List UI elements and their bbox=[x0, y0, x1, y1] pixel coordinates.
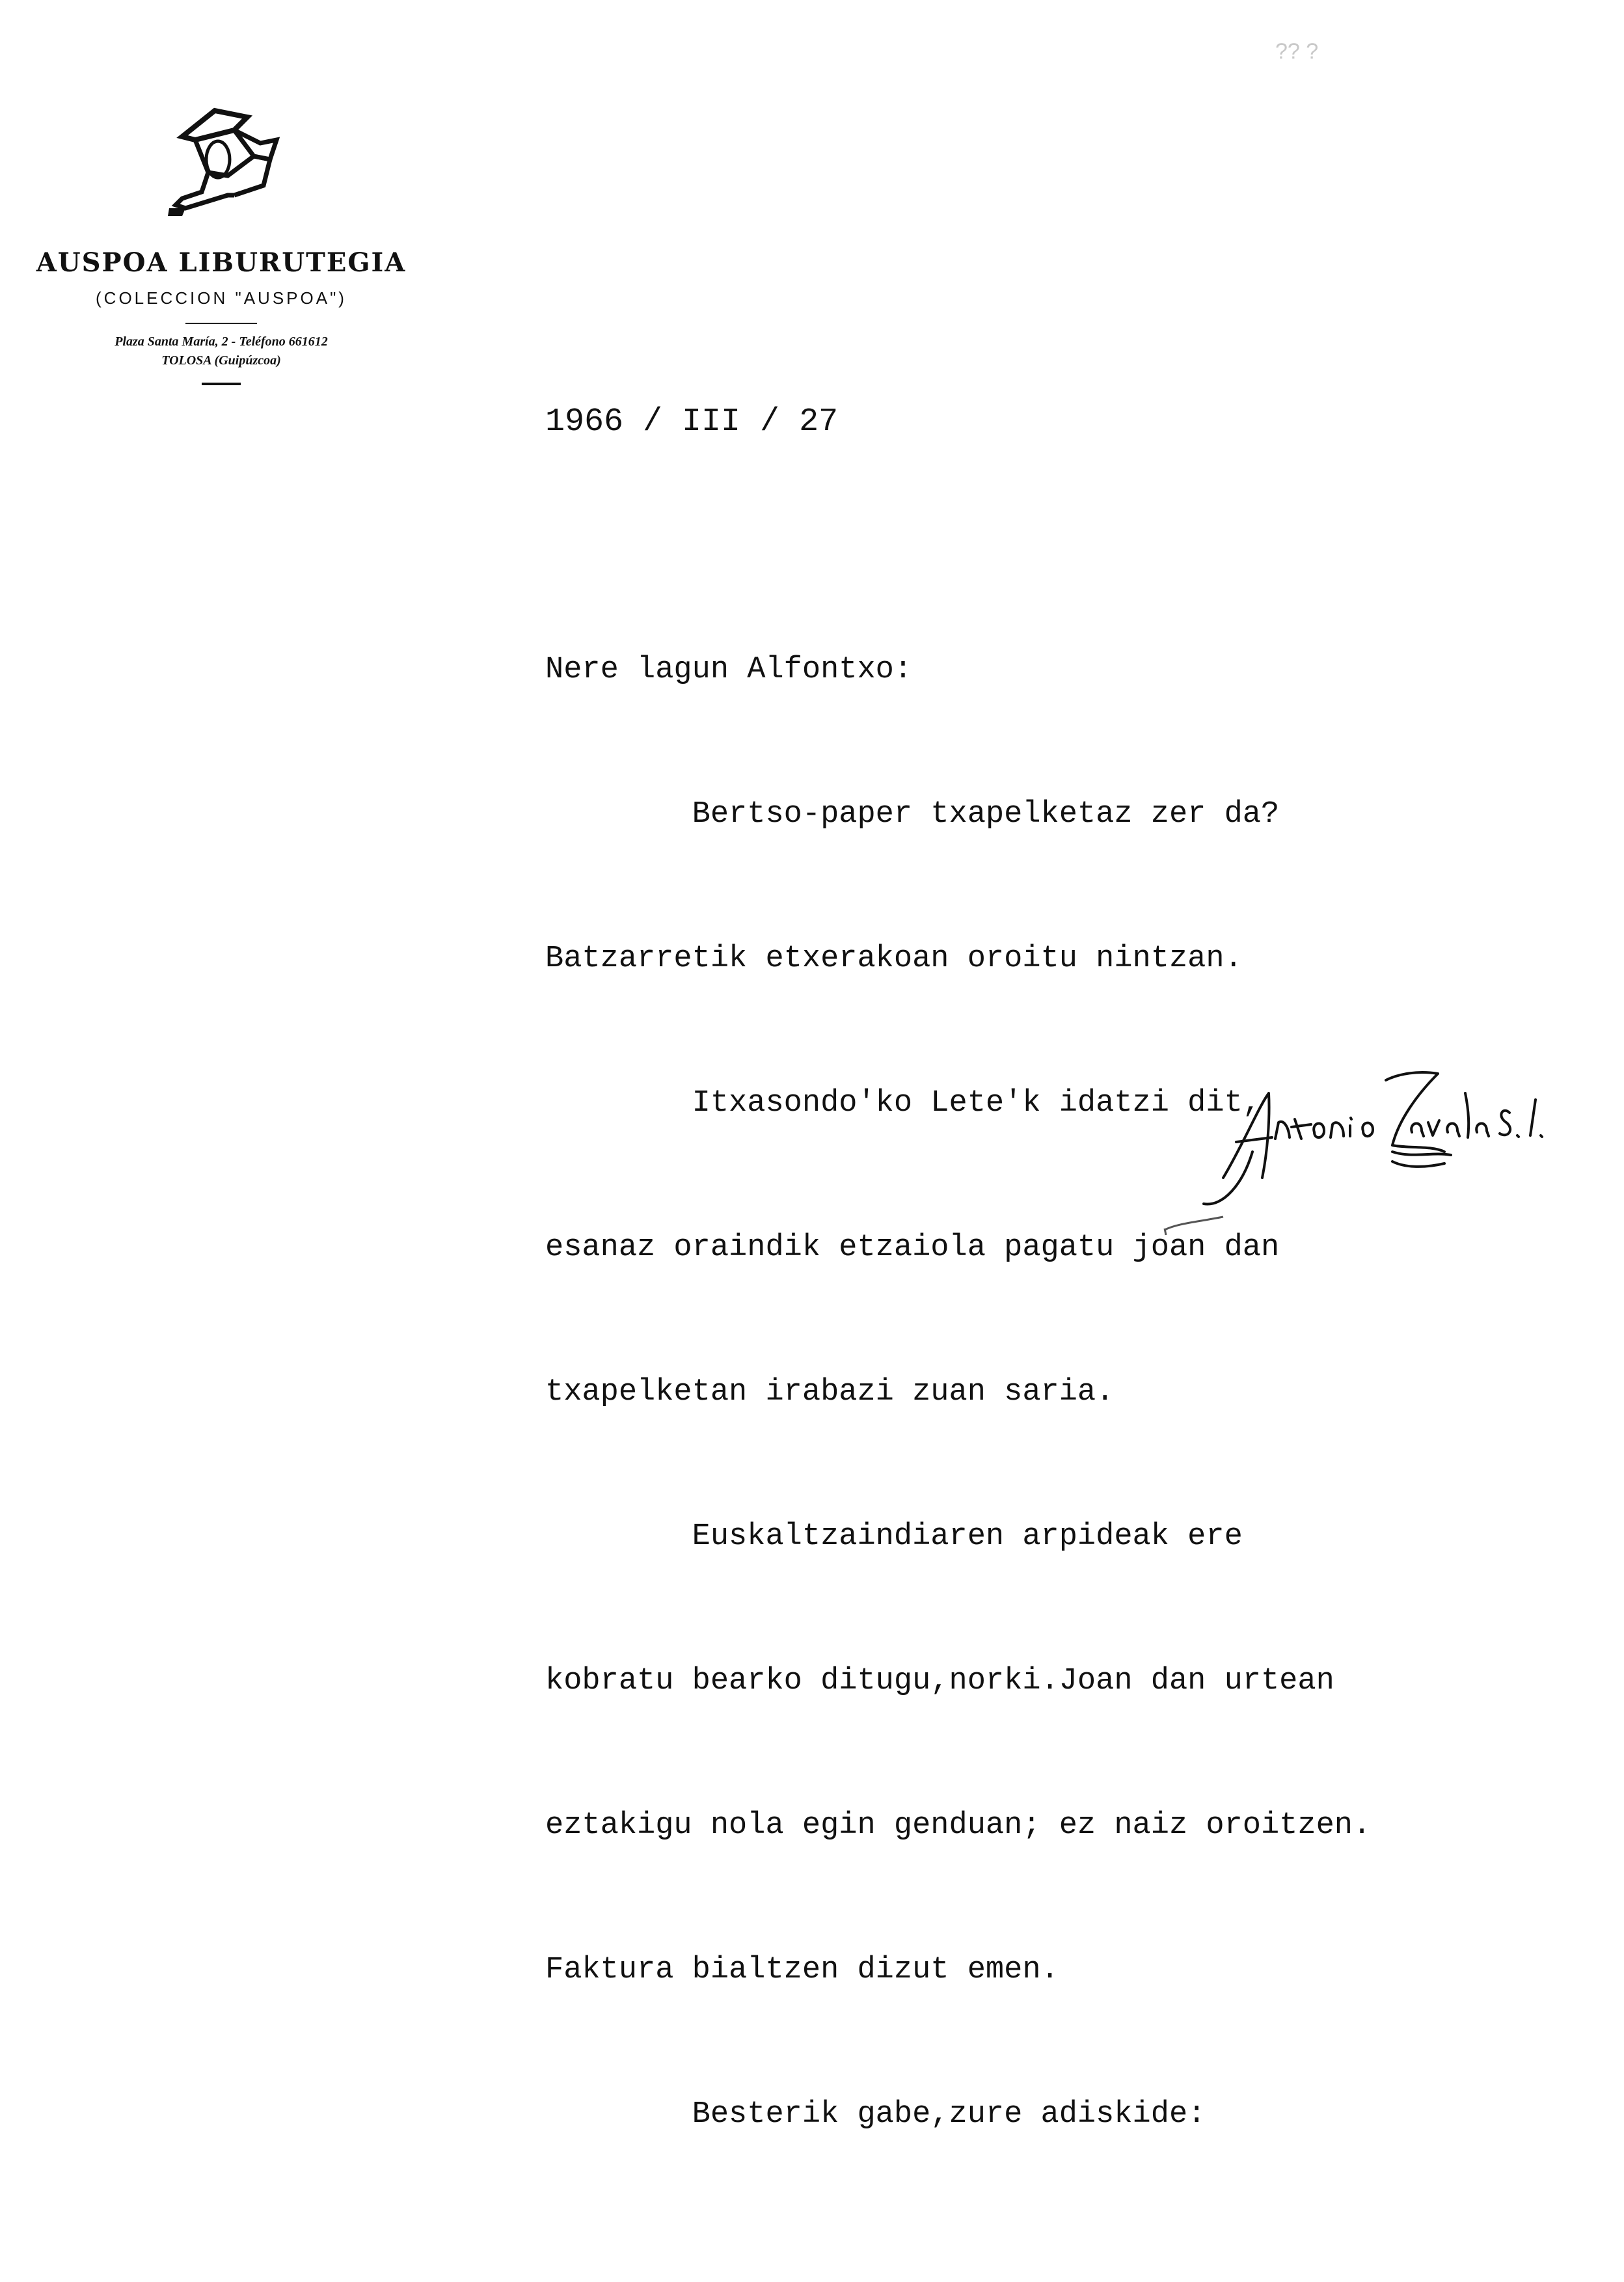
small-pencil-mark bbox=[1158, 1210, 1236, 1236]
letterhead-bold-divider bbox=[202, 383, 241, 385]
letterhead-address: Plaza Santa María, 2 - Teléfono 661612 bbox=[115, 334, 328, 349]
letter-body bbox=[545, 550, 1371, 2235]
letter-line: Besterik gabe,zure adiskide: bbox=[545, 2097, 1206, 2132]
letter-line: txapelketan irabazi zuan saria. bbox=[545, 1375, 1115, 1409]
letter-line: kobratu bearko ditugu,norki.Joan dan urtean bbox=[545, 1664, 1334, 1698]
letter-line: esanaz oraindik etzaiola pagatu joan dan bbox=[545, 1230, 1280, 1265]
archive-mark: ?? ? bbox=[1275, 39, 1319, 64]
letter-line: Bertso-paper txapelketaz zer da? bbox=[545, 797, 1280, 832]
letterhead bbox=[0, 98, 442, 385]
letterhead-subtitle: (COLECCION "AUSPOA") bbox=[96, 288, 347, 308]
letter-line: Nere lagun Alfontxo: bbox=[545, 653, 913, 687]
bellows-logo-icon bbox=[156, 98, 286, 221]
handwritten-signature bbox=[1197, 1054, 1562, 1249]
letter-line: Batzarretik etxerakoan oroitu nintzan. bbox=[545, 942, 1243, 976]
letter-line: eztakigu nola egin genduan; ez naiz oroitzen. bbox=[545, 1808, 1372, 1843]
letter-date: 1966 / III / 27 bbox=[545, 403, 839, 441]
letter-line: Itxasondo'ko Lete'k idatzi dit, bbox=[545, 1086, 1261, 1121]
letterhead-name: AUSPOA LIBURUTEGIA bbox=[36, 247, 407, 278]
letterhead-city: TOLOSA (Guipúzcoa) bbox=[161, 353, 281, 368]
letter-line: Faktura bialtzen dizut emen. bbox=[545, 1953, 1059, 1987]
letterhead-divider bbox=[185, 323, 257, 324]
letter-line: Euskaltzaindiaren arpideak ere bbox=[545, 1519, 1243, 1554]
